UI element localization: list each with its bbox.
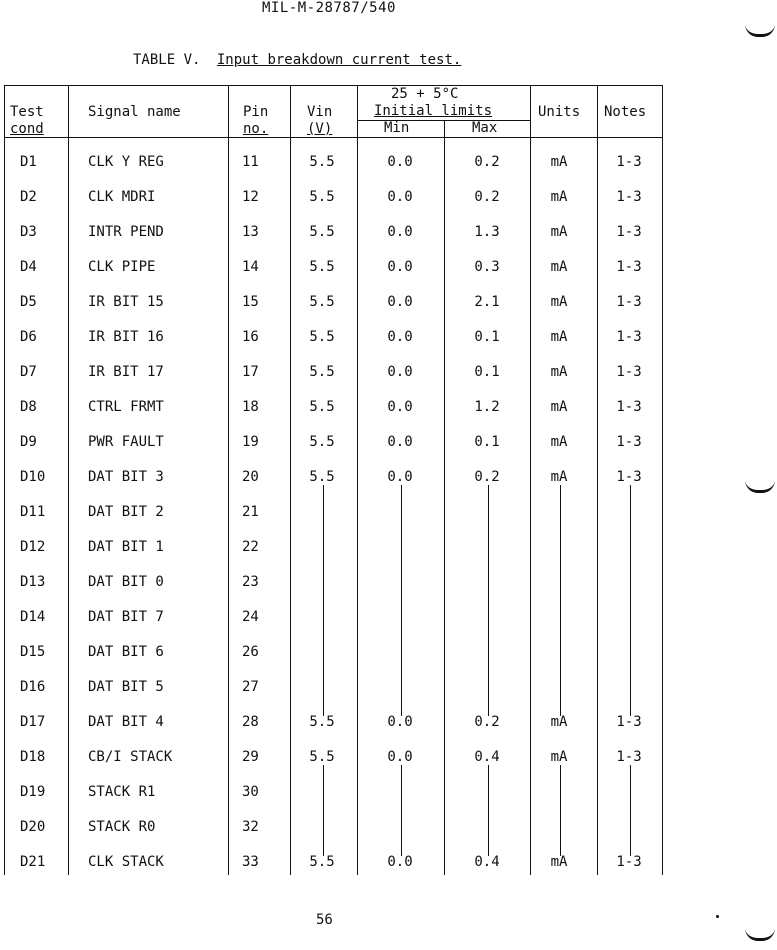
- header-units: Units: [538, 104, 581, 120]
- cell-notes: 1-3: [616, 714, 642, 730]
- cell-test-cond: D12: [20, 539, 46, 555]
- cell-max: 0.2: [474, 154, 500, 170]
- cell-vin: 5.5: [309, 154, 335, 170]
- table-top-rule: [4, 85, 663, 86]
- cell-signal-name: DAT BIT 3: [88, 469, 164, 485]
- edge-mark: [745, 24, 775, 37]
- cell-notes: 1-3: [616, 259, 642, 275]
- cell-test-cond: D1: [20, 154, 37, 170]
- cell-max: 1.2: [474, 399, 500, 415]
- cell-max: 0.1: [474, 434, 500, 450]
- cell-signal-name: INTR PEND: [88, 224, 164, 240]
- cell-vin: 5.5: [309, 259, 335, 275]
- cell-min: 0.0: [387, 364, 413, 380]
- cell-units: mA: [550, 364, 568, 380]
- cell-signal-name: DAT BIT 2: [88, 504, 164, 520]
- cell-vin: 5.5: [309, 189, 335, 205]
- cell-pin-no: 28: [242, 714, 259, 730]
- edge-mark: [745, 928, 775, 941]
- cell-units: mA: [550, 749, 568, 765]
- repeat-connector-max: [488, 765, 489, 856]
- header-pin: [243, 104, 268, 138]
- table-caption: [133, 52, 461, 68]
- cell-min: 0.0: [387, 434, 413, 450]
- header-test-cond: [10, 104, 44, 138]
- cell-notes: 1-3: [616, 399, 642, 415]
- cell-units: mA: [550, 154, 568, 170]
- cell-notes: 1-3: [616, 469, 642, 485]
- table-title: Input breakdown current test.: [216, 52, 462, 68]
- cell-signal-name: CLK PIPE: [88, 259, 156, 275]
- cell-max: 1.3: [474, 224, 500, 240]
- cell-units: mA: [550, 259, 568, 275]
- cell-test-cond: D13: [20, 574, 46, 590]
- cell-test-cond: D14: [20, 609, 46, 625]
- header-vin-label: Vin: [307, 104, 333, 120]
- cell-units: mA: [550, 469, 568, 485]
- cell-notes: 1-3: [616, 189, 642, 205]
- cell-signal-name: DAT BIT 7: [88, 609, 164, 625]
- cell-units: mA: [550, 329, 568, 345]
- repeat-connector-units: [560, 485, 561, 716]
- cell-notes: 1-3: [616, 154, 642, 170]
- cell-test-cond: D11: [20, 504, 46, 520]
- repeat-connector-max: [488, 485, 489, 716]
- cell-max: 0.1: [474, 364, 500, 380]
- cell-min: 0.0: [387, 154, 413, 170]
- cell-pin-no: 29: [242, 749, 259, 765]
- cell-pin-no: 26: [242, 644, 259, 660]
- cell-signal-name: CLK Y REG: [88, 154, 164, 170]
- cell-test-cond: D10: [20, 469, 46, 485]
- column-rule: [228, 85, 229, 875]
- cell-min: 0.0: [387, 469, 413, 485]
- page-number: 56: [316, 912, 333, 928]
- cell-pin-no: 20: [242, 469, 259, 485]
- cell-notes: 1-3: [616, 224, 642, 240]
- column-rule: [68, 85, 69, 875]
- cell-test-cond: D18: [20, 749, 46, 765]
- cell-vin: 5.5: [309, 434, 335, 450]
- cell-signal-name: IR BIT 16: [88, 329, 164, 345]
- cell-signal-name: CLK MDRI: [88, 189, 156, 205]
- header-notes: Notes: [604, 104, 647, 120]
- cell-pin-no: 18: [242, 399, 259, 415]
- cell-pin-no: 17: [242, 364, 259, 380]
- header-cond: cond: [10, 121, 44, 137]
- column-rule: [597, 85, 598, 875]
- cell-units: mA: [550, 434, 568, 450]
- cell-test-cond: D7: [20, 364, 37, 380]
- cell-test-cond: D16: [20, 679, 46, 695]
- cell-units: mA: [550, 189, 568, 205]
- cell-vin: 5.5: [309, 294, 335, 310]
- cell-vin: 5.5: [309, 224, 335, 240]
- cell-notes: 1-3: [616, 434, 642, 450]
- cell-test-cond: D19: [20, 784, 46, 800]
- header-pin-no: no.: [243, 121, 269, 137]
- cell-test-cond: D2: [20, 189, 37, 205]
- cell-signal-name: DAT BIT 1: [88, 539, 164, 555]
- cell-pin-no: 13: [242, 224, 259, 240]
- repeat-connector-vin: [323, 485, 324, 716]
- column-rule: [4, 85, 5, 875]
- repeat-connector-vin: [323, 765, 324, 856]
- cell-pin-no: 11: [242, 154, 259, 170]
- header-pin-label: Pin: [243, 104, 269, 120]
- cell-signal-name: STACK R1: [88, 784, 156, 800]
- document-id: MIL-M-28787/540: [262, 0, 396, 16]
- table-label: TABLE V.: [133, 52, 201, 68]
- cell-min: 0.0: [387, 294, 413, 310]
- repeat-connector-notes: [630, 485, 631, 716]
- cell-pin-no: 24: [242, 609, 259, 625]
- header-vin-unit: (V): [307, 121, 333, 137]
- column-rule: [662, 85, 663, 875]
- cell-min: 0.0: [387, 259, 413, 275]
- cell-min: 0.0: [387, 329, 413, 345]
- cell-max: 0.2: [474, 714, 500, 730]
- cell-test-cond: D3: [20, 224, 37, 240]
- cell-signal-name: DAT BIT 5: [88, 679, 164, 695]
- cell-min: 0.0: [387, 224, 413, 240]
- cell-signal-name: DAT BIT 4: [88, 714, 164, 730]
- cell-signal-name: PWR FAULT: [88, 434, 164, 450]
- cell-pin-no: 15: [242, 294, 259, 310]
- cell-units: mA: [550, 224, 568, 240]
- cell-signal-name: DAT BIT 0: [88, 574, 164, 590]
- cell-notes: 1-3: [616, 294, 642, 310]
- cell-max: 0.4: [474, 749, 500, 765]
- cell-vin: 5.5: [309, 854, 335, 870]
- cell-signal-name: IR BIT 17: [88, 364, 164, 380]
- cell-pin-no: 27: [242, 679, 259, 695]
- cell-vin: 5.5: [309, 714, 335, 730]
- repeat-connector-units: [560, 765, 561, 856]
- cell-units: mA: [550, 399, 568, 415]
- cell-max: 0.3: [474, 259, 500, 275]
- cell-signal-name: DAT BIT 6: [88, 644, 164, 660]
- cell-test-cond: D15: [20, 644, 46, 660]
- cell-max: 0.2: [474, 469, 500, 485]
- cell-notes: 1-3: [616, 854, 642, 870]
- header-initial-limits: Initial limits: [374, 103, 493, 119]
- cell-vin: 5.5: [309, 749, 335, 765]
- cell-units: mA: [550, 854, 568, 870]
- repeat-connector-min: [401, 485, 402, 716]
- cell-notes: 1-3: [616, 329, 642, 345]
- cell-min: 0.0: [387, 854, 413, 870]
- cell-signal-name: IR BIT 15: [88, 294, 164, 310]
- cell-pin-no: 23: [242, 574, 259, 590]
- cell-test-cond: D20: [20, 819, 46, 835]
- cell-pin-no: 12: [242, 189, 259, 205]
- header-bottom-rule: [4, 137, 663, 138]
- header-max: Max: [472, 120, 498, 136]
- edge-mark: [745, 480, 775, 493]
- cell-max: 0.2: [474, 189, 500, 205]
- cell-test-cond: D17: [20, 714, 46, 730]
- cell-notes: 1-3: [616, 364, 642, 380]
- dot-mark: [716, 915, 719, 918]
- cell-pin-no: 21: [242, 504, 259, 520]
- cell-max: 2.1: [474, 294, 500, 310]
- cell-vin: 5.5: [309, 469, 335, 485]
- cell-vin: 5.5: [309, 399, 335, 415]
- cell-min: 0.0: [387, 714, 413, 730]
- cell-vin: 5.5: [309, 329, 335, 345]
- cell-max: 0.4: [474, 854, 500, 870]
- header-test: Test: [10, 104, 44, 120]
- cell-pin-no: 16: [242, 329, 259, 345]
- cell-pin-no: 14: [242, 259, 259, 275]
- cell-signal-name: STACK R0: [88, 819, 156, 835]
- cell-min: 0.0: [387, 749, 413, 765]
- cell-pin-no: 19: [242, 434, 259, 450]
- cell-pin-no: 22: [242, 539, 259, 555]
- cell-min: 0.0: [387, 399, 413, 415]
- cell-pin-no: 33: [242, 854, 259, 870]
- cell-min: 0.0: [387, 189, 413, 205]
- cell-test-cond: D8: [20, 399, 37, 415]
- cell-signal-name: CTRL FRMT: [88, 399, 164, 415]
- header-temperature: 25 + 5°C: [391, 86, 459, 102]
- column-rule: [357, 85, 358, 875]
- header-signal-name: Signal name: [88, 104, 181, 120]
- header-vin: [307, 104, 332, 138]
- header-min: Min: [384, 120, 410, 136]
- cell-test-cond: D4: [20, 259, 37, 275]
- cell-notes: 1-3: [616, 749, 642, 765]
- cell-units: mA: [550, 714, 568, 730]
- cell-units: mA: [550, 294, 568, 310]
- cell-signal-name: CLK STACK: [88, 854, 164, 870]
- column-rule: [290, 85, 291, 875]
- cell-test-cond: D5: [20, 294, 37, 310]
- cell-pin-no: 32: [242, 819, 259, 835]
- cell-test-cond: D9: [20, 434, 37, 450]
- repeat-connector-min: [401, 765, 402, 856]
- cell-signal-name: CB/I STACK: [88, 749, 173, 765]
- cell-test-cond: D21: [20, 854, 46, 870]
- column-rule: [444, 120, 445, 875]
- cell-vin: 5.5: [309, 364, 335, 380]
- cell-test-cond: D6: [20, 329, 37, 345]
- cell-max: 0.1: [474, 329, 500, 345]
- cell-pin-no: 30: [242, 784, 259, 800]
- repeat-connector-notes: [630, 765, 631, 856]
